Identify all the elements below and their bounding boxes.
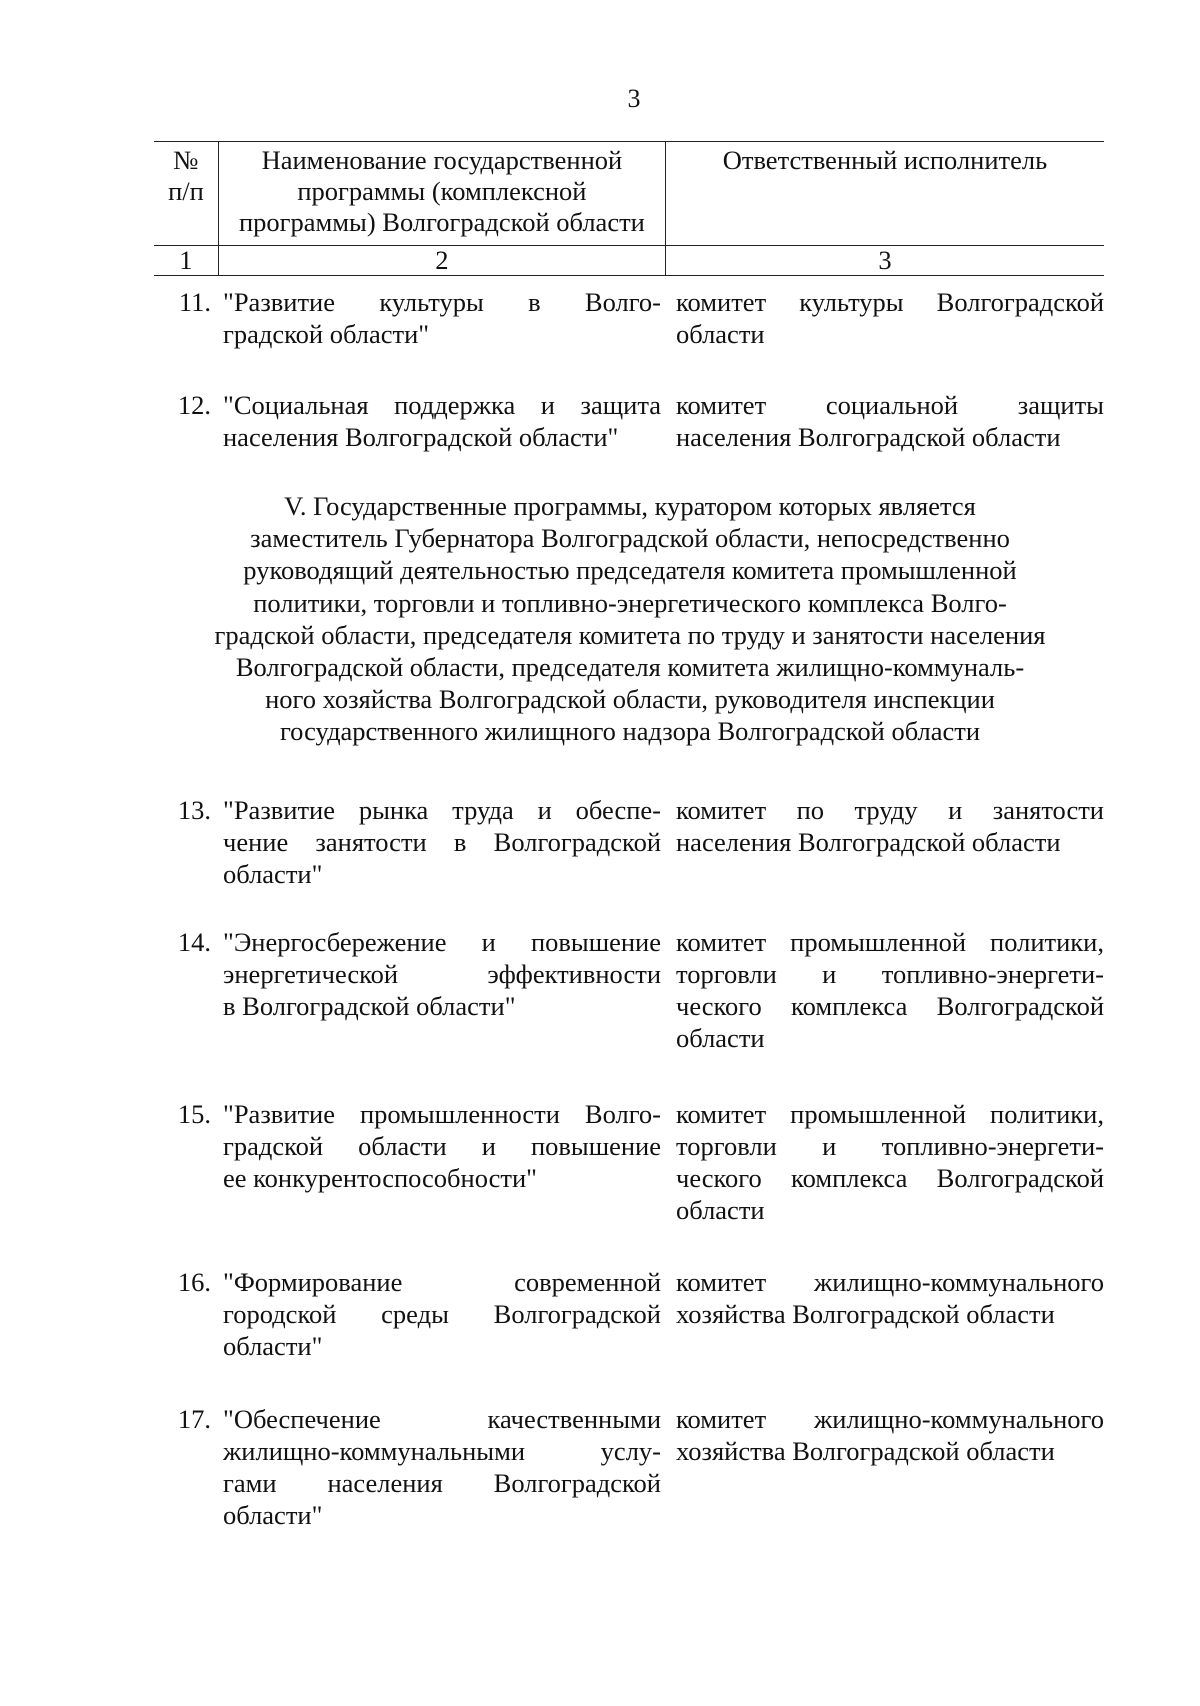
responsible-executor: [676, 1098, 1104, 1226]
section-heading-line: заместитель Губернатора Волгоградской области, непосредственно: [250, 523, 1010, 554]
table-column-numbers-row: [154, 246, 1104, 276]
program-name: [223, 1266, 661, 1362]
program-name: [223, 794, 661, 890]
executor-line: комитет жилищно-коммунального: [676, 1267, 1104, 1297]
program-name: [223, 389, 661, 453]
program-name-line: области": [223, 1331, 323, 1361]
row-number: 16.: [177, 1267, 211, 1297]
executor-line: торговли и топливно-энергети-: [676, 959, 1104, 989]
program-name-line: градской области": [223, 319, 430, 349]
column-number-2: 2: [218, 246, 665, 276]
executor-line: комитет социальной защиты: [676, 390, 1104, 420]
program-name: [223, 926, 661, 1022]
responsible-executor: [676, 1403, 1104, 1467]
executor-line: населения Волгоградской области: [676, 827, 1061, 857]
executor-line: торговли и топливно-энергети-: [676, 1131, 1104, 1161]
executor-line: хозяйства Волгоградской области: [676, 1299, 1055, 1329]
program-name-line: "Развитие рынка труда и обеспе-: [223, 795, 661, 825]
row-number: 15.: [177, 1099, 211, 1129]
header-col-number-label: № п/п: [168, 145, 204, 206]
section-heading-line: V. Государственные программы, куратором которых является: [284, 491, 976, 521]
page-number: 3: [627, 84, 641, 113]
executor-line: области: [676, 1023, 765, 1053]
program-name-line: области": [223, 859, 323, 889]
program-name-line: чение занятости в Волгоградской: [223, 827, 661, 857]
program-name-line: энергетической эффективности: [223, 959, 661, 989]
executor-line: комитет по труду и занятости: [676, 795, 1104, 825]
section-heading-line: политики, торговли и топливно-энергетического комплекса Волго-: [253, 587, 1007, 618]
header-col-program: [218, 142, 665, 246]
responsible-executor: [676, 286, 1104, 350]
executor-line: хозяйства Волгоградской области: [676, 1436, 1055, 1466]
header-col-number: [154, 142, 218, 246]
executor-line: ческого комплекса Волгоградской: [676, 1163, 1104, 1193]
program-name-line: жилищно-коммунальными услу-: [223, 1436, 661, 1466]
section-heading: [160, 490, 1100, 748]
program-name: [223, 1403, 661, 1531]
row-number: 12.: [177, 390, 211, 420]
program-name-line: "Формирование современной: [223, 1267, 661, 1297]
row-number: 13.: [177, 795, 211, 825]
executor-line: области: [676, 319, 765, 349]
program-name-line: ее конкурентоспособности": [223, 1163, 537, 1193]
responsible-executor: [676, 794, 1104, 858]
program-name: [223, 286, 661, 350]
executor-line: населения Волгоградской области: [676, 422, 1061, 452]
row-number: 17.: [177, 1404, 211, 1434]
program-name-line: области": [223, 1500, 323, 1530]
row-number: 14.: [177, 927, 211, 957]
section-heading-line: государственного жилищного надзора Волгоградской области: [279, 716, 981, 747]
column-number-1: 1: [154, 246, 218, 276]
section-heading-line: градской области, председателя комитета по труду и занятости населения: [214, 619, 1046, 650]
header-col-executor: [665, 142, 1104, 246]
program-name-line: гами населения Волгоградской: [223, 1468, 661, 1498]
executor-line: комитет промышленной политики,: [676, 1099, 1104, 1129]
table-header-row: [154, 142, 1104, 246]
column-number-3: 3: [665, 246, 1104, 276]
program-name-line: "Социальная поддержка и защита: [223, 390, 661, 420]
header-col-executor-label: Ответственный исполнитель: [722, 145, 1048, 175]
executor-line: ческого комплекса Волгоградской: [676, 991, 1104, 1021]
program-name-line: "Развитие культуры в Волго-: [223, 287, 661, 317]
row-number: 11.: [178, 287, 211, 317]
table-header: [154, 141, 1104, 276]
section-heading-line: Волгоградской области, председателя комитета жилищно-коммуналь-: [235, 652, 1025, 683]
section-heading-line: ного хозяйства Волгоградской области, руководителя инспекции: [265, 684, 995, 715]
executor-line: комитет культуры Волгоградской: [676, 287, 1104, 317]
responsible-executor: [676, 1266, 1104, 1330]
program-name-line: градской области и повышение: [223, 1131, 661, 1161]
responsible-executor: [676, 389, 1104, 453]
executor-line: комитет жилищно-коммунального: [676, 1404, 1104, 1434]
program-name-line: населения Волгоградской области": [223, 422, 619, 452]
program-name: [223, 1098, 661, 1194]
header-col-program-label: Наименование государственной программы (комплексной программы) Волгоградской области: [238, 145, 645, 237]
program-name-line: городской среды Волгоградской: [223, 1299, 661, 1329]
program-name-line: в Волгоградской области": [223, 991, 516, 1021]
section-heading-line: руководящий деятельностью председателя комитета промышленной: [243, 555, 1017, 586]
program-name-line: "Обеспечение качественными: [223, 1404, 661, 1434]
responsible-executor: [676, 926, 1104, 1054]
executor-line: комитет промышленной политики,: [676, 927, 1104, 957]
executor-line: области: [676, 1195, 765, 1225]
program-name-line: "Развитие промышленности Волго-: [223, 1099, 661, 1129]
program-name-line: "Энергосбережение и повышение: [223, 927, 661, 957]
